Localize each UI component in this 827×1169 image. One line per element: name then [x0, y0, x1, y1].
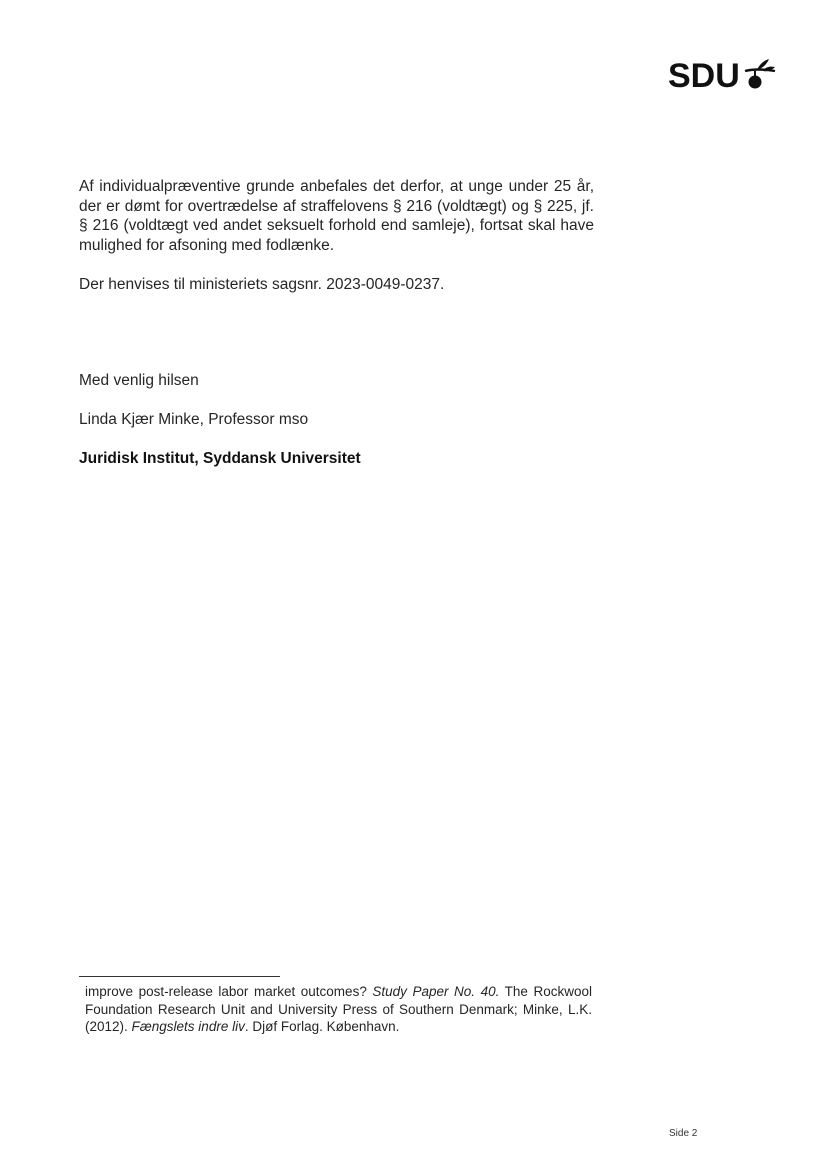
letter-body [79, 177, 594, 293]
body-paragraph-2: Der henvises til ministeriets sagsnr. 2023-0049-0237. [79, 276, 445, 293]
footnote-part-1: improve post-release labor market outcomes? [85, 984, 373, 999]
page-number: Side 2 [669, 1128, 698, 1139]
apple-branch-icon [743, 55, 777, 96]
sdu-logo [668, 56, 777, 96]
institute-name: Juridisk Institut, Syddansk Universitet [79, 450, 361, 467]
footnote-part-4: Fængslets indre liv [131, 1019, 245, 1034]
logo-wordmark: SDU [668, 57, 740, 95]
signer-name: Linda Kjær Minke, Professor mso [79, 411, 309, 428]
footnote-part-3: The Rockwool Foundation Research Unit and University Press of Southern Denmark; Minke, L.K. (2012). [85, 984, 593, 1034]
footnote-part-2: Study Paper No. 40. [372, 984, 500, 999]
closing-greeting: Med venlig hilsen [79, 372, 199, 389]
footnote-text [85, 983, 592, 1036]
footnote-part-5: . Djøf Forlag. København. [244, 1019, 400, 1034]
body-paragraph-1: Af individualpræventive grunde anbefales det derfor, at unge under 25 år, der er dømt for overtrædelse af straffelovens § 216 (voldtægt) og § 225, jf. § 216 (voldtægt ved andet seksuelt forhold end samleje), fortsat skal have mulighed for afsoning med fodlænke. [79, 178, 594, 254]
footnote-separator [79, 976, 280, 977]
